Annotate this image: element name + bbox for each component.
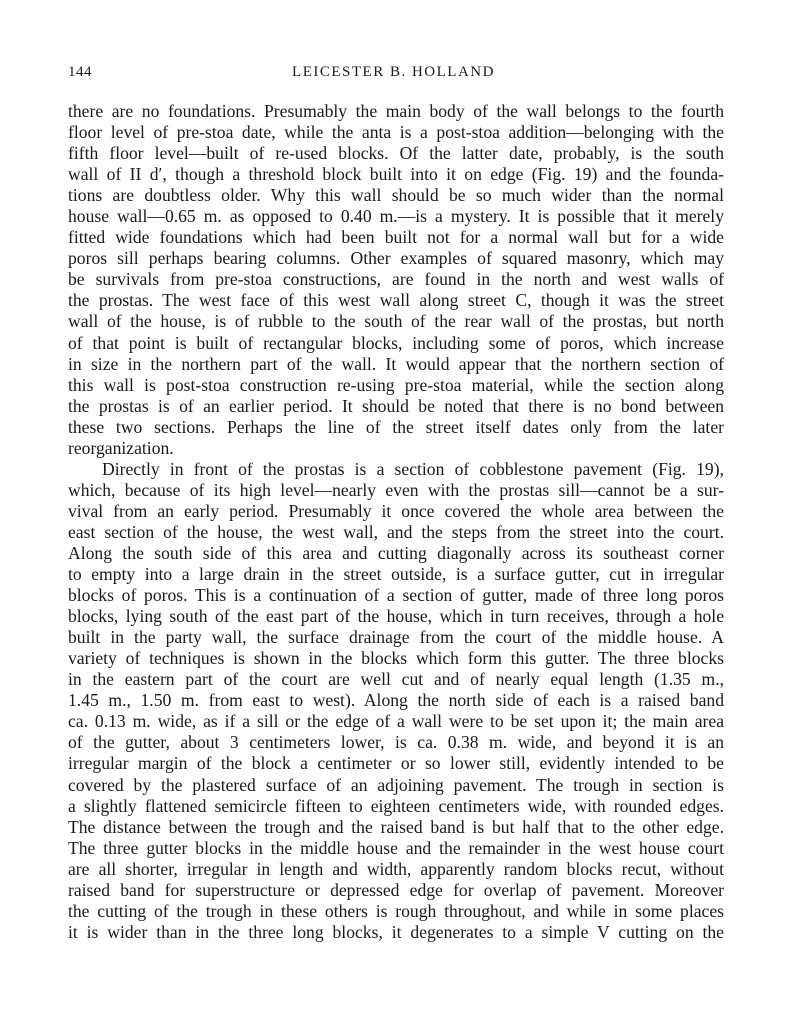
paragraph [68, 459, 724, 943]
body-text [68, 101, 724, 943]
text-line: to empty into a large drain in the street outside, is a surface gutter, cut in irregular [68, 564, 724, 585]
paragraph [68, 101, 724, 459]
text-line: reorganization. [68, 437, 174, 458]
text-line: The three gutter blocks in the middle house and the remainder in the west house court [68, 837, 724, 858]
text-line: tions are doubtless older. Why this wall should be so much wider than the normal [68, 185, 724, 206]
text-line: blocks of poros. This is a continuation of a section of gutter, made of three long poros [68, 585, 724, 606]
text-line: the prostas is of an earlier period. It should be noted that there is no bond between [68, 395, 724, 416]
text-line: of that point is built of rectangular blocks, including some of poros, which increase [68, 332, 724, 353]
text-line: ca. 0.13 m. wide, as if a sill or the edge of a wall were to be set upon it; the main area [68, 711, 724, 732]
text-line: fifth floor level—built of re-used blocks. Of the latter date, probably, is the south [68, 143, 724, 164]
text-line: these two sections. Perhaps the line of the street itself dates only from the later [68, 416, 724, 437]
text-line: The distance between the trough and the raised band is but half that to the other edge. [68, 816, 724, 837]
text-line: blocks, lying south of the east part of the house, which in turn receives, through a hole [68, 606, 724, 627]
text-line: house wall—0.65 m. as opposed to 0.40 m.—is a mystery. It is possible that it merely [68, 206, 724, 227]
text-line: covered by the plastered surface of an adjoining pavement. The trough in section is [68, 774, 724, 795]
text-line: variety of techniques is shown in the blocks which form this gutter. The three blocks [68, 648, 724, 669]
text-line: there are no foundations. Presumably the main body of the wall belongs to the fourth [68, 101, 724, 121]
text-line: raised band for superstructure or depressed edge for overlap of pavement. Moreover [68, 879, 724, 900]
text-line: built in the party wall, the surface drainage from the court of the middle house. A [68, 627, 724, 648]
text-line: poros sill perhaps bearing columns. Other examples of squared masonry, which may [68, 248, 724, 269]
text-line: which, because of its high level—nearly even with the prostas sill—cannot be a sur- [68, 479, 724, 500]
text-line: vival from an early period. Presumably it once covered the whole area between the [68, 500, 724, 521]
text-line: in the eastern part of the court are well cut and of nearly equal length (1.35 m., [68, 669, 724, 690]
text-line: the cutting of the trough in these others is rough throughout, and while in some places [68, 900, 724, 921]
text-line: a slightly flattened semicircle fifteen to eighteen centimeters wide, with rounded edges. [68, 795, 724, 816]
text-line: irregular margin of the block a centimeter or so lower still, evidently intended to be [68, 753, 724, 774]
text-line: fitted wide foundations which had been built not for a normal wall but for a wide [68, 227, 724, 248]
text-line: 1.45 m., 1.50 m. from east to west). Along the north side of each is a raised band [68, 690, 724, 711]
page-number: 144 [68, 64, 92, 80]
text-line: Directly in front of the prostas is a section of cobblestone pavement (Fig. 19), [102, 458, 724, 479]
text-line: wall of the house, is of rubble to the south of the rear wall of the prostas, but north [68, 311, 724, 332]
text-line: Along the south side of this area and cutting diagonally across its southeast corner [68, 542, 724, 563]
text-line: of the gutter, about 3 centimeters lower, is ca. 0.38 m. wide, and beyond it is an [68, 732, 724, 753]
text-line: wall of II d′, though a threshold block built into it on edge (Fig. 19) and the founda- [68, 164, 724, 185]
text-line: the prostas. The west face of this west wall along street C, though it was the street [68, 290, 724, 311]
text-line: this wall is post-stoa construction re-using pre-stoa material, while the section along [68, 374, 724, 395]
text-line: be survivals from pre-stoa constructions, are found in the north and west walls of [68, 269, 724, 290]
text-line: in size in the northern part of the wall. It would appear that the northern section of [68, 353, 724, 374]
page-header [68, 64, 719, 86]
text-line: east section of the house, the west wall, and the steps from the street into the court. [68, 521, 724, 542]
running-head: LEICESTER B. HOLLAND [292, 64, 495, 80]
text-line: are all shorter, irregular in length and width, apparently random blocks recut, without [68, 858, 724, 879]
text-line: floor level of pre-stoa date, while the anta is a post-stoa addition—belonging with the [68, 122, 724, 143]
text-line: it is wider than in the three long blocks, it degenerates to a simple V cutting on the [68, 921, 724, 942]
